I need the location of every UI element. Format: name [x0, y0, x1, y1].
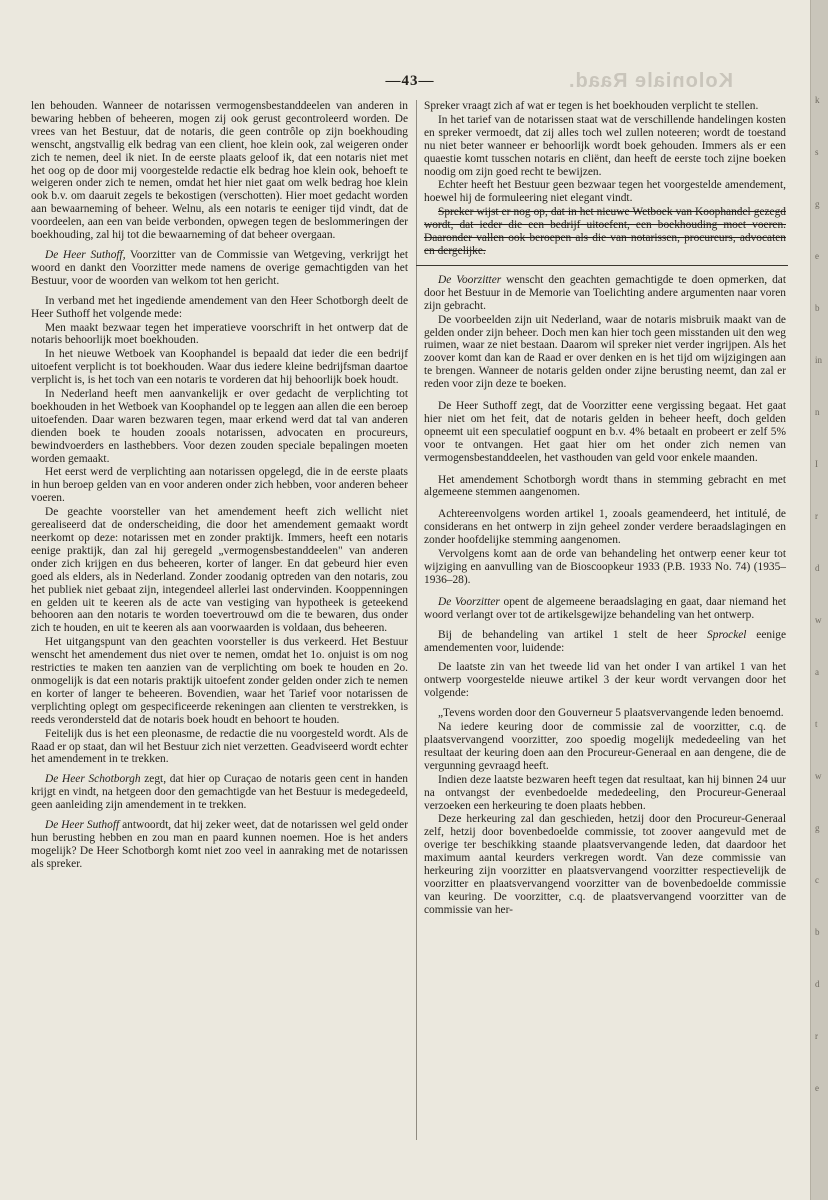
right-paragraph-14: Na iedere keuring door de commissie zal de voorzitter, c.q. de plaatsvervangend voorzitter, zoo spoedig mogelijk mededeeling van het resultaat der keuring doen aan den Procureur-Generaal en aan dengene, die de vergunning gevraagd heeft.	[424, 721, 786, 772]
bleed-character: g	[815, 823, 820, 833]
right-paragraph-13: „Tevens worden door den Gouverneur 5 plaatsvervangende leden benoemd.	[438, 707, 784, 720]
bleed-character: n	[815, 407, 820, 417]
show-through-heading: Koloniale Raad.	[568, 70, 734, 92]
column-divider	[416, 100, 417, 1140]
left-paragraph-3: In verband met het ingediende amendement van den Heer Schotborgh deelt de Heer Suthoff het volgende mede:	[31, 294, 408, 320]
bleed-character: a	[815, 667, 819, 677]
speaker-schotborgh: De Heer Schotborgh	[45, 773, 141, 786]
right-paragraph-12: De laatste zin van het tweede lid van het onder I van artikel 1 van het ontwerp voorgestelde nieuwe artikel 3 der keur wordt vervangen door het volgende:	[424, 661, 786, 700]
left-paragraph-9: Het uitgangspunt van den geachten voorsteller is dus verkeerd. Het Bestuur wenscht het amendement dus niet over te nemen, omdat het 1o. onjuist is om nog restricties te maken ten aanzien van de verplichting om boek te houden en 2o. onmogelijk is dat een notaris praktijk uitoefent zonder gelden onder zich te nemen en korter of langer te beheeren. Bovendien, waar het Tarief voor notarissen de verplichting oplegt om gespecificeerde rekeningen aan clienten te verstrekken, is reeds verondersteld dat de notaris boek houdt en behoort te houden.	[31, 636, 408, 726]
left-paragraph-2: De Heer Suthoff, Voorzitter van de Commissie van Wetgeving, verkrijgt het woord en dankt den Voorzitter mede namens de overige gemachtigden van het Bestuur, voor de woorden van welkom tot hen gericht.	[31, 248, 408, 287]
bleed-character: d	[815, 979, 820, 989]
speaker-suthoff-3: De Heer Suthoff	[438, 400, 517, 413]
right-paragraph-16: Deze herkeuring zal dan geschieden, hetzij door den Procureur-Generaal zelf, hetzij door bovenbedoelde commissie, tot zoover aangevuld met de overige ter beschikking staande plaatsvervangende leden, dat daardoor het maximum aantal keurders verkregen wordt. Van deze commissie van herkeuring zijn voorzitter en plaatsvervangend voorzitter respectievelijk de voorzitter en plaatsvervangend voorzitter van de bovenbedoelde commissie van keuring. De voorzitter, c.q. de plaatsvervangend voorzitter van de commissie van her-	[424, 813, 786, 916]
left-paragraph-10: Feitelijk dus is het een pleonasme, de redactie die nu voorgesteld wordt. Als de Raad er op staat, dan wil het Bestuur zich niet verzetten. Geadviseerd wordt echter het amendement in te trekken.	[31, 727, 408, 766]
speaker-suthoff-2: De Heer Suthoff	[45, 819, 120, 832]
right-paragraph-8: Achtereenvolgens worden artikel 1, zooals geamendeerd, het intitulé, de considerans en het ontwerp in zijn geheel zonder verdere beraadslagingen en zonder hoofdelijke stemming aangenomen.	[424, 508, 786, 547]
bleed-character: k	[815, 95, 820, 105]
right-paragraph-7: Het amendement Schotborgh wordt thans in stemming gebracht en met algemeene stemmen aangenomen.	[424, 473, 786, 499]
left-paragraph-1: len behouden. Wanneer de notarissen vermogensbestanddeelen van anderen in bewaring hebben of beheeren, mogen zij ook gerust gecontroleerd worden. De vrees van het Bestuur, dat de notaris, die geen contrôle op zijn boekhouding wenscht, angstvallig elk bedrag van een client, hoe klein ook, zal weigeren onder zich te nemen, deel ik niet. In de eerste plaats geloof ik, dat een notaris niet met het oog op de door mij voorgestelde redactie elk bedrag hoe klein ook, behoeft te weigeren onder zich te nemen, omdat het hier niet gaat om welk bedrag hoe klein ook b.v. om daaruit zegels te bekostigen (verschotten). Hier moet gedacht worden aan bewaarneming of beheer. Welnu, als een notaris te eeniger tijd vindt, dat de voordeelen, aan een van beide verbonden, opwegen tegen de beslommeringen der boekhouding, zal hij tot die bewaarneming of dat beheer overgaan.	[31, 100, 408, 242]
struck-paragraph: Spreker wijst er nog op, dat in het nieuwe Wetboek van Koophandel gezegd wordt, dat ieder die een bedrijf uitoefent, een boekhouding moet voeren. Daaronder vallen ook beroepen als die van notarissen, procureurs, advocaten en dergelijke.	[424, 206, 786, 257]
bleed-character: I	[815, 459, 818, 469]
left-paragraph-7: Het eerst werd de verplichting aan notarissen opgelegd, die in de eerste plaats in hun beroep gelden van en voor anderen onder zich hebben, voor anderen beheer voeren.	[31, 466, 408, 505]
bleed-character: r	[815, 511, 818, 521]
bleed-character: in	[815, 355, 823, 365]
right-paragraph-10: De Voorzitter opent de algemeene beraadslaging en gaat, daar niemand het woord verlangt over tot de artikelsgewijze behandeling van het ontwerp.	[424, 595, 787, 621]
left-paragraph-11: De Heer Schotborgh zegt, dat hier op Curaçao de notaris geen cent in handen krijgt en vindt, na hetgeen door den gemachtigde van het Bestuur is medegedeeld, geen aanleiding zijn amendement in te trekken.	[31, 773, 408, 812]
bleed-character: b	[815, 927, 820, 937]
struck-underline-rule	[416, 265, 788, 266]
bleed-character: r	[815, 1031, 818, 1041]
right-paragraph-1: Spreker vraagt zich af wat er tegen is het boekhouden verplicht te stellen.	[424, 100, 759, 112]
speaker-voorzitter-2: De Voorzitter	[438, 595, 500, 608]
bleed-character: c	[815, 875, 819, 885]
right-paragraph-5: De voorbeelden zijn uit Nederland, waar de notaris misbruik maakt van de gelden onder zijn beheer. Doch men kan hier toch geen misstanden uit den weg ruimen, waar ze niet bestaan. Daarom wil spreker niet verder ingrijpen. Als het zoover komt dan kan de Raad er over denken en is het tijd om wijzigingen aan te brengen. Wanneer de notaris gelden onder zijne berusting neemt, dan zal er reden voor zijn deze te boeken.	[424, 313, 786, 391]
page-number: —43—	[385, 73, 435, 89]
bleed-character: e	[815, 1083, 819, 1093]
right-paragraph-11: Bij de behandeling van artikel 1 stelt de heer Sprockel eenige amendementen voor, luidende:	[424, 628, 786, 654]
right-paragraph-6: De Heer Suthoff zegt, dat de Voorzitter eene vergissing begaat. Het gaat hier niet om het feit, dat de notaris gelden in beheer heeft, doch gelden opneemt uit een speculatief oogpunt en b.v. 4% betaalt en probeert er zelf 5% voor te ontvangen. Het gaat hier om het onder zich nemen van vermogensbestanddeelen, het vasthouden van geld voor enkele maanden.	[424, 400, 786, 464]
right-paragraph-2: In het tarief van de notarissen staat wat de verschillende handelingen kosten en spreker vermoedt, dat zij alles toch wel zullen noteeren; wordt de toestand nu niet beter wanneer er behoorlijk wordt boek gehouden. Immers als er een quaestie komt tusschen notaris en cliënt, dan heeft de eerste toch zijne boeken noodig om zijn goed recht te bewijzen.	[424, 113, 786, 178]
bleed-character: w	[815, 771, 822, 781]
bleed-character: e	[815, 251, 819, 261]
right-paragraph-9: Vervolgens komt aan de orde van behandeling het ontwerp eener keur tot wijziging en aanvulling van de Bioscoopkeur 1933 (P.B. 1933 No. 74) (1935–1936–28).	[424, 548, 786, 586]
bleed-character: w	[815, 615, 822, 625]
speaker-voorzitter-1: De Voorzitter	[438, 273, 502, 286]
left-paragraph-8: De geachte voorsteller van het amendement heeft zich wellicht niet gerealiseerd dat de onderscheiding, die door het amendement gemaakt wordt neerkomt op deze: notarissen met en zonder praktijk. Immers, heeft een notaris eenige praktijk, dan zal hij geregeld „vermogensbestanddeelen" van anderen onder zich krijgen en dus beheeren, korter of langer. En dat gebeurd hier even goed als elders, als in Nederland. Zonder zoodanig optreden van den notaris, zou het publiek niet gebaat zijn, integendeel allerlei last ondervinden. Kooppenningen en gelden uit te keeren als de acte van vestiging van hypotheek is geteekend behooren aan den notaris te worden toevertrouwd om die te bewaren, dus onder zich te houden, en uit te keeren als aan voorwaarden is voldaan, dus beheeren.	[31, 506, 408, 635]
speaker-sprockel: Sprockel	[707, 628, 747, 641]
left-paragraph-4: Men maakt bezwaar tegen het imperatieve voorschrift in het ontwerp dat de notaris behoorlijk moet boekhouden.	[31, 321, 408, 347]
adjacent-page-edge	[810, 0, 828, 1200]
bleed-character: s	[815, 147, 819, 157]
right-paragraph-15: Indien deze laatste bezwaren heeft tegen dat resultaat, kan hij binnen 24 uur na ontvangst der evenbedoelde mededeeling, den Procureur-Generaal verzoeken een herkeuring te doen plaats hebben.	[424, 773, 786, 812]
bleed-character: d	[815, 563, 820, 573]
left-paragraph-6: In Nederland heeft men aanvankelijk er over gedacht de verplichting tot boekhouden in het Wetboek van Koophandel op te leggen aan allen die een beroep uitoefenden. Daar waren bezwaren tegen, maar erkend werd dat tal van anderen dienden boek te houden zooals notarissen, advocaten en procureurs, bewindvoerders en lasthebbers. Voor dezen zouden speciale bepalingen moeten worden gemaakt.	[31, 388, 408, 465]
right-paragraph-4: De Voorzitter wenscht den geachten gemachtigde te doen opmerken, dat door het Bestuur in de Memorie van Toelichting andere argumenten naar voren zijn gebracht.	[424, 273, 786, 312]
bleed-character: g	[815, 199, 820, 209]
bleed-character: t	[815, 719, 818, 729]
right-paragraph-3: Echter heeft het Bestuur geen bezwaar tegen het voorgestelde amendement, hoewel hij de formuleering niet elegant vindt.	[424, 179, 786, 205]
left-paragraph-5: In het nieuwe Wetboek van Koophandel is bepaald dat ieder die een bedrijf uitoefent verplicht is tot boekhouden. Waar dus iedere kleine bedrijfsman daartoe verplicht is, is het toch van een notaris te vorderen dat hij behoorlijk boek houdt.	[31, 348, 408, 387]
speaker-suthoff-1: De Heer Suthoff,	[45, 248, 126, 261]
left-paragraph-12: De Heer Suthoff antwoordt, dat hij zeker weet, dat de notarissen wel geld onder hun berusting hebben en zou man en paard kunnen noemen. Hoe is het anders mogelijk? De Heer Schotborgh komt niet zoo veel in aanraking met de notarissen als spreker.	[31, 819, 408, 870]
left-column	[31, 100, 408, 878]
bleed-character: b	[815, 303, 820, 313]
right-column	[424, 100, 786, 918]
